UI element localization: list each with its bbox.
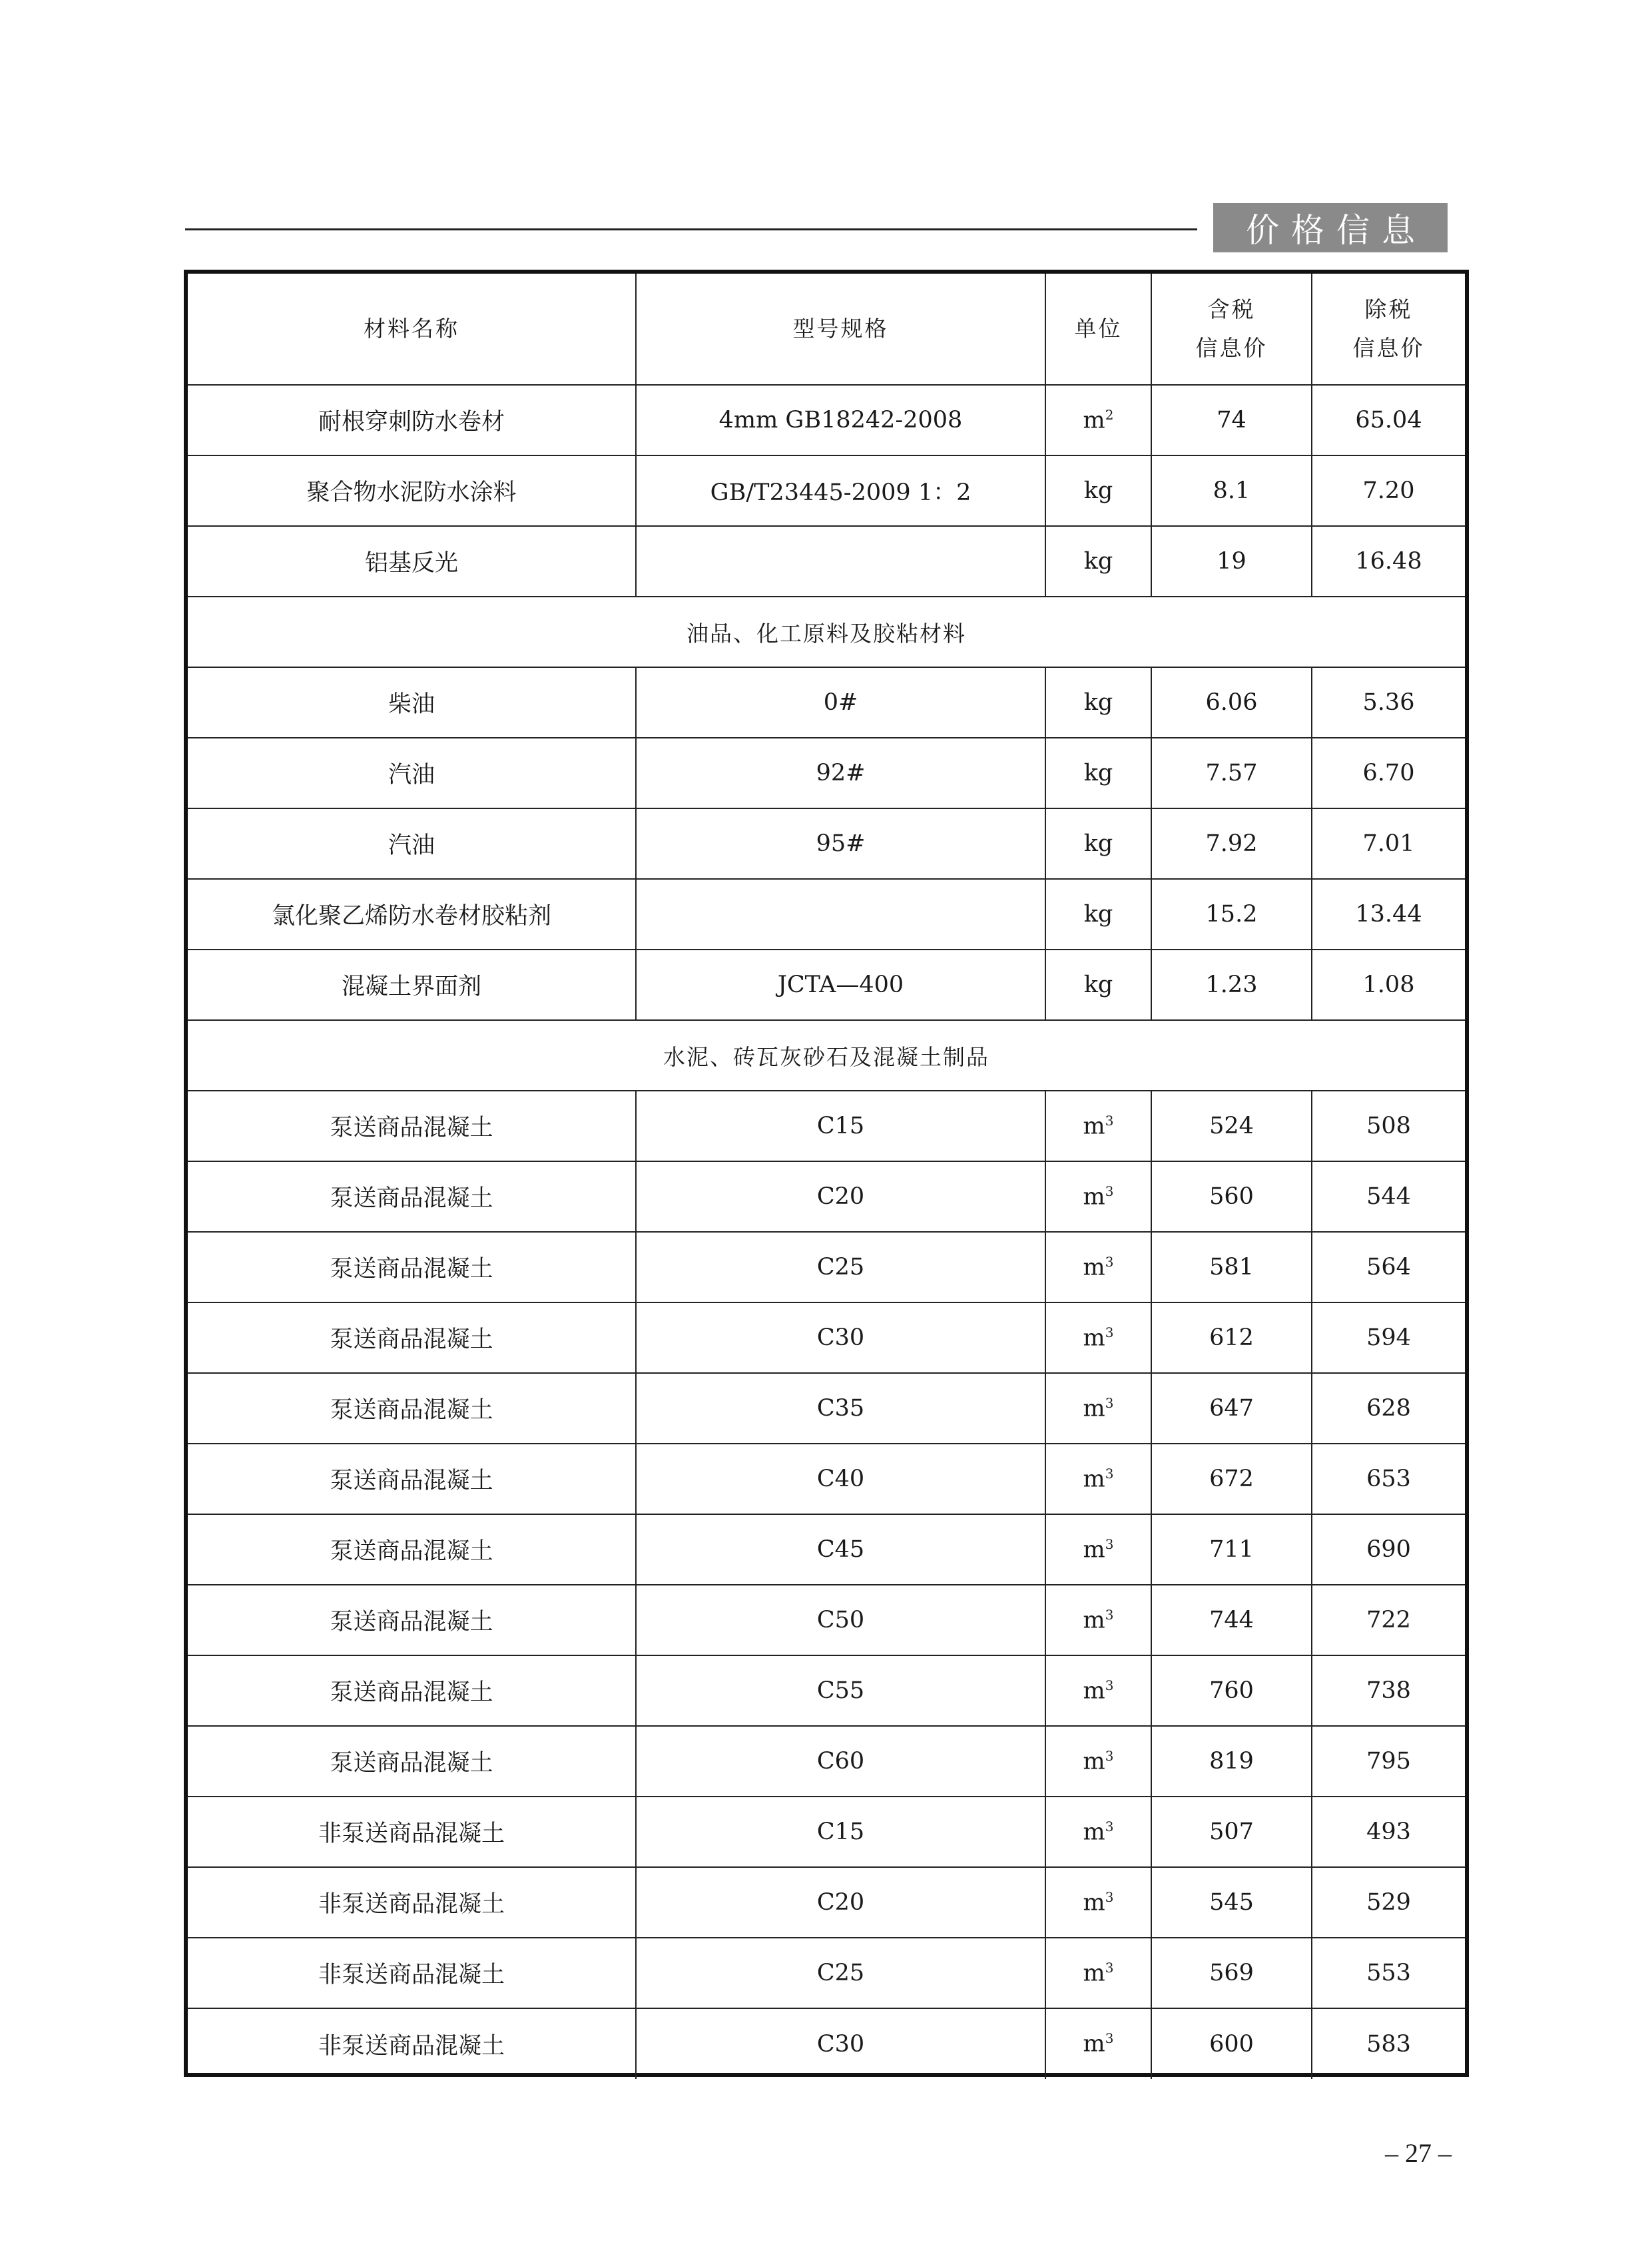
price-incl-tax-cell: 711 — [1151, 1514, 1312, 1585]
material-name-cell: 氯化聚乙烯防水卷材胶粘剂 — [188, 879, 636, 950]
price-incl-tax-cell: 672 — [1151, 1444, 1312, 1514]
unit-text: m — [1083, 1819, 1105, 1846]
table-row — [188, 526, 1465, 597]
unit-text: m — [1083, 1889, 1105, 1916]
spec-cell: C30 — [636, 1302, 1045, 1373]
unit-exponent: 3 — [1105, 1888, 1114, 1905]
price-excl-tax-cell: 795 — [1312, 1726, 1465, 1797]
unit-cell — [1045, 738, 1151, 808]
price-excl-tax-cell: 6.70 — [1312, 738, 1465, 808]
unit-text: kg — [1083, 972, 1113, 998]
price-incl-tax-cell: 760 — [1151, 1655, 1312, 1726]
price-incl-tax-cell: 6.06 — [1151, 667, 1312, 738]
spec-cell: C25 — [636, 1232, 1045, 1302]
price-incl-tax-cell: 647 — [1151, 1373, 1312, 1444]
unit-text: kg — [1083, 689, 1113, 716]
col-header-price-excl-line2: 信息价 — [1352, 335, 1425, 361]
col-header-name: 材料名称 — [188, 274, 636, 385]
table-row — [188, 1655, 1465, 1726]
unit-text: m — [1083, 1466, 1105, 1493]
unit-exponent: 3 — [1105, 1677, 1114, 1693]
spec-cell: C25 — [636, 1938, 1045, 2008]
material-name-cell: 非泵送商品混凝土 — [188, 1938, 636, 2008]
table-row — [188, 1302, 1465, 1373]
table-row — [188, 455, 1465, 526]
price-excl-tax-cell: 508 — [1312, 1091, 1465, 1161]
price-excl-tax-cell: 722 — [1312, 1585, 1465, 1655]
price-excl-tax-cell: 653 — [1312, 1444, 1465, 1514]
material-name-cell: 汽油 — [188, 738, 636, 808]
unit-exponent: 3 — [1105, 1606, 1114, 1623]
unit-text: m — [1083, 2030, 1105, 2058]
price-incl-tax-cell: 19 — [1151, 526, 1312, 597]
section-title-badge: 价格信息 — [1213, 203, 1448, 252]
price-excl-tax-cell: 493 — [1312, 1797, 1465, 1867]
spec-cell — [636, 526, 1045, 597]
spec-cell: C20 — [636, 1867, 1045, 1938]
material-name-cell: 泵送商品混凝土 — [188, 1373, 636, 1444]
price-excl-tax-cell: 690 — [1312, 1514, 1465, 1585]
material-name-cell: 泵送商品混凝土 — [188, 1655, 636, 1726]
section-title: 油品、化工原料及胶粘材料 — [188, 597, 1465, 667]
material-name-cell: 泵送商品混凝土 — [188, 1302, 636, 1373]
col-header-price-incl-line1: 含税 — [1207, 296, 1256, 322]
table-row — [188, 2008, 1465, 2079]
unit-cell — [1045, 879, 1151, 950]
price-excl-tax-cell: 5.36 — [1312, 667, 1465, 738]
price-excl-tax-cell: 7.01 — [1312, 808, 1465, 879]
table-body — [188, 385, 1465, 2079]
table-row — [188, 1373, 1465, 1444]
unit-exponent: 3 — [1105, 1536, 1114, 1552]
col-header-unit: 单位 — [1045, 274, 1151, 385]
table-row — [188, 738, 1465, 808]
material-name-cell: 聚合物水泥防水涂料 — [188, 455, 636, 526]
unit-cell — [1045, 1655, 1151, 1726]
unit-exponent: 3 — [1105, 1253, 1114, 1270]
price-table — [188, 274, 1465, 2079]
unit-cell — [1045, 1726, 1151, 1797]
spec-cell: C55 — [636, 1655, 1045, 1726]
spec-cell: C50 — [636, 1585, 1045, 1655]
table-header-row — [188, 274, 1465, 385]
spec-cell: C15 — [636, 1091, 1045, 1161]
price-incl-tax-cell: 507 — [1151, 1797, 1312, 1867]
price-table-frame — [184, 270, 1469, 2077]
unit-text: kg — [1083, 830, 1113, 857]
unit-cell — [1045, 526, 1151, 597]
unit-exponent: 3 — [1105, 1394, 1114, 1411]
unit-cell — [1045, 808, 1151, 879]
price-incl-tax-cell: 612 — [1151, 1302, 1312, 1373]
col-header-price-excl-line1: 除税 — [1364, 296, 1413, 322]
price-excl-tax-cell: 544 — [1312, 1161, 1465, 1232]
unit-cell — [1045, 1514, 1151, 1585]
unit-cell — [1045, 1232, 1151, 1302]
page-number: – 27 – — [1385, 2138, 1452, 2168]
section-title: 水泥、砖瓦灰砂石及混凝土制品 — [188, 1020, 1465, 1091]
col-header-spec: 型号规格 — [636, 274, 1045, 385]
table-row — [188, 385, 1465, 455]
unit-text: kg — [1083, 548, 1113, 575]
unit-exponent: 2 — [1105, 406, 1114, 423]
price-excl-tax-cell: 1.08 — [1312, 950, 1465, 1020]
col-header-price-incl — [1151, 274, 1312, 385]
price-incl-tax-cell: 569 — [1151, 1938, 1312, 2008]
price-excl-tax-cell: 583 — [1312, 2008, 1465, 2079]
spec-cell: C40 — [636, 1444, 1045, 1514]
unit-exponent: 3 — [1105, 1183, 1114, 1199]
spec-cell — [636, 879, 1045, 950]
unit-exponent: 3 — [1105, 1324, 1114, 1340]
price-excl-tax-cell: 553 — [1312, 1938, 1465, 2008]
unit-cell — [1045, 1091, 1151, 1161]
material-name-cell: 耐根穿刺防水卷材 — [188, 385, 636, 455]
unit-exponent: 3 — [1105, 2030, 1114, 2047]
unit-cell — [1045, 1867, 1151, 1938]
unit-cell — [1045, 950, 1151, 1020]
unit-text: kg — [1083, 760, 1113, 786]
table-row — [188, 1585, 1465, 1655]
spec-cell: 95# — [636, 808, 1045, 879]
unit-text: m — [1083, 407, 1105, 434]
spec-cell: 4mm GB18242-2008 — [636, 385, 1045, 455]
unit-cell — [1045, 385, 1151, 455]
unit-cell — [1045, 2008, 1151, 2079]
material-name-cell: 泵送商品混凝土 — [188, 1444, 636, 1514]
table-row — [188, 1161, 1465, 1232]
price-excl-tax-cell: 529 — [1312, 1867, 1465, 1938]
price-excl-tax-cell: 13.44 — [1312, 879, 1465, 950]
unit-text: kg — [1083, 477, 1113, 504]
unit-exponent: 3 — [1105, 1747, 1114, 1764]
material-name-cell: 柴油 — [188, 667, 636, 738]
table-row — [188, 1797, 1465, 1867]
spec-cell: 0# — [636, 667, 1045, 738]
table-row — [188, 667, 1465, 738]
unit-exponent: 3 — [1105, 1112, 1114, 1129]
price-incl-tax-cell: 819 — [1151, 1726, 1312, 1797]
material-name-cell: 泵送商品混凝土 — [188, 1514, 636, 1585]
unit-exponent: 3 — [1105, 1959, 1114, 1976]
table-row — [188, 1726, 1465, 1797]
col-header-price-excl — [1312, 274, 1465, 385]
table-row — [188, 1232, 1465, 1302]
material-name-cell: 汽油 — [188, 808, 636, 879]
table-row — [188, 1514, 1465, 1585]
price-incl-tax-cell: 581 — [1151, 1232, 1312, 1302]
price-incl-tax-cell: 560 — [1151, 1161, 1312, 1232]
material-name-cell: 非泵送商品混凝土 — [188, 1867, 636, 1938]
spec-cell: C30 — [636, 2008, 1045, 2079]
spec-cell: 92# — [636, 738, 1045, 808]
spec-cell: C60 — [636, 1726, 1045, 1797]
price-excl-tax-cell: 738 — [1312, 1655, 1465, 1726]
material-name-cell: 混凝土界面剂 — [188, 950, 636, 1020]
table-row — [188, 1091, 1465, 1161]
material-name-cell: 泵送商品混凝土 — [188, 1585, 636, 1655]
price-excl-tax-cell: 65.04 — [1312, 385, 1465, 455]
unit-exponent: 3 — [1105, 1818, 1114, 1835]
col-header-price-incl-line2: 信息价 — [1195, 335, 1268, 361]
table-row — [188, 1444, 1465, 1514]
section-header-row — [188, 1020, 1465, 1091]
unit-cell — [1045, 455, 1151, 526]
price-incl-tax-cell: 1.23 — [1151, 950, 1312, 1020]
spec-cell: C45 — [636, 1514, 1045, 1585]
spec-cell: C35 — [636, 1373, 1045, 1444]
price-incl-tax-cell: 8.1 — [1151, 455, 1312, 526]
unit-text: m — [1083, 1254, 1105, 1281]
unit-cell — [1045, 1938, 1151, 2008]
table-row — [188, 1938, 1465, 2008]
spec-cell: C20 — [636, 1161, 1045, 1232]
material-name-cell: 非泵送商品混凝土 — [188, 2008, 636, 2079]
table-row — [188, 879, 1465, 950]
unit-text: m — [1083, 1395, 1105, 1422]
material-name-cell: 泵送商品混凝土 — [188, 1232, 636, 1302]
table-row — [188, 1867, 1465, 1938]
price-excl-tax-cell: 564 — [1312, 1232, 1465, 1302]
price-incl-tax-cell: 74 — [1151, 385, 1312, 455]
price-excl-tax-cell: 7.20 — [1312, 455, 1465, 526]
price-excl-tax-cell: 16.48 — [1312, 526, 1465, 597]
unit-cell — [1045, 1585, 1151, 1655]
section-header-row — [188, 597, 1465, 667]
price-excl-tax-cell: 628 — [1312, 1373, 1465, 1444]
unit-text: m — [1083, 1607, 1105, 1634]
price-incl-tax-cell: 524 — [1151, 1091, 1312, 1161]
material-name-cell: 泵送商品混凝土 — [188, 1161, 636, 1232]
unit-cell — [1045, 1373, 1151, 1444]
unit-cell — [1045, 1161, 1151, 1232]
unit-cell — [1045, 1444, 1151, 1514]
unit-text: m — [1083, 1536, 1105, 1563]
price-incl-tax-cell: 7.92 — [1151, 808, 1312, 879]
unit-text: m — [1083, 1960, 1105, 1987]
header-rule — [185, 228, 1197, 230]
unit-cell — [1045, 1302, 1151, 1373]
unit-exponent: 3 — [1105, 1465, 1114, 1482]
spec-cell: JCTA—400 — [636, 950, 1045, 1020]
unit-text: m — [1083, 1677, 1105, 1705]
price-incl-tax-cell: 744 — [1151, 1585, 1312, 1655]
unit-text: m — [1083, 1113, 1105, 1140]
table-row — [188, 808, 1465, 879]
spec-cell: C15 — [636, 1797, 1045, 1867]
price-incl-tax-cell: 600 — [1151, 2008, 1312, 2079]
unit-text: m — [1083, 1748, 1105, 1775]
unit-cell — [1045, 1797, 1151, 1867]
material-name-cell: 泵送商品混凝土 — [188, 1091, 636, 1161]
material-name-cell: 非泵送商品混凝土 — [188, 1797, 636, 1867]
price-incl-tax-cell: 15.2 — [1151, 879, 1312, 950]
price-incl-tax-cell: 7.57 — [1151, 738, 1312, 808]
price-incl-tax-cell: 545 — [1151, 1867, 1312, 1938]
unit-cell — [1045, 667, 1151, 738]
unit-text: m — [1083, 1324, 1105, 1352]
table-row — [188, 950, 1465, 1020]
spec-cell: GB/T23445-2009 1：2 — [636, 455, 1045, 526]
unit-text: m — [1083, 1183, 1105, 1211]
material-name-cell: 铝基反光 — [188, 526, 636, 597]
material-name-cell: 泵送商品混凝土 — [188, 1726, 636, 1797]
price-excl-tax-cell: 594 — [1312, 1302, 1465, 1373]
unit-text: kg — [1083, 901, 1113, 928]
